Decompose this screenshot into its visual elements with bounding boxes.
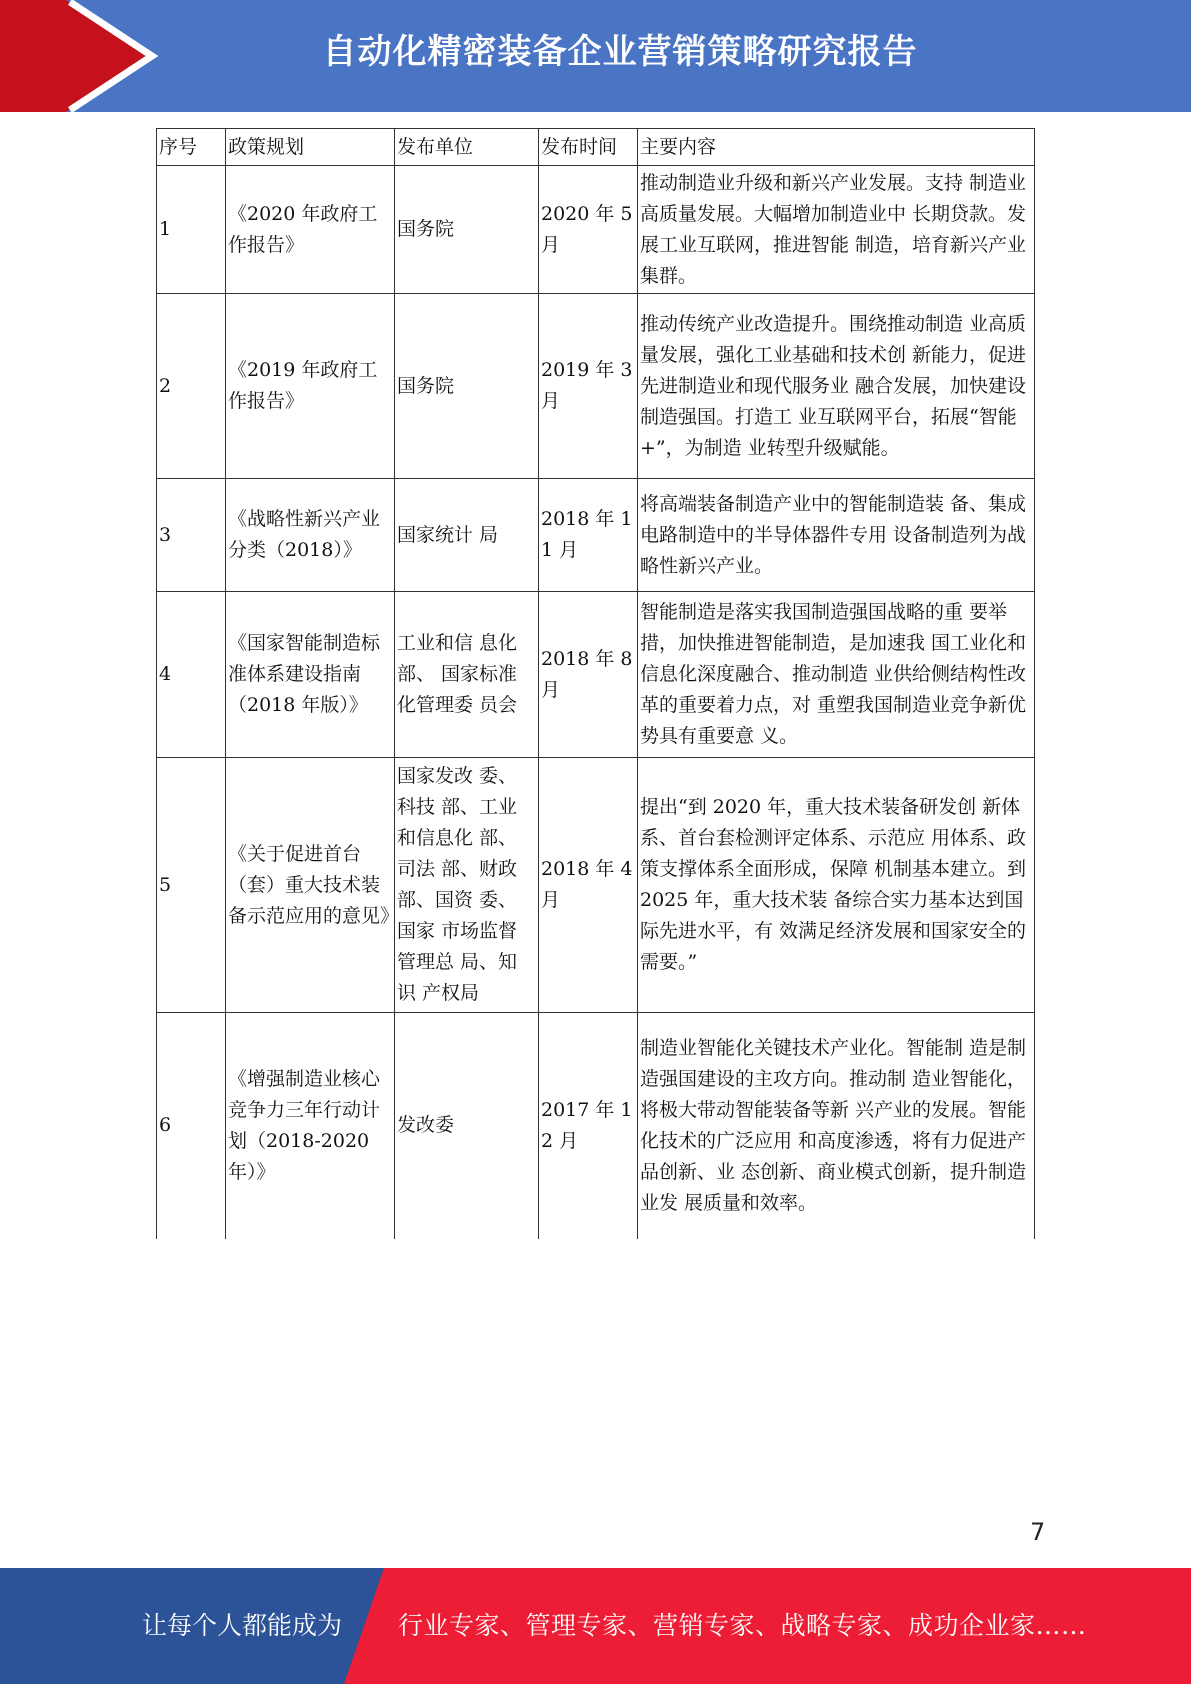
- row-issuer: 发改委: [395, 1013, 539, 1239]
- row-date: 2020 年 5 月: [539, 166, 638, 294]
- row-issuer: 国家发改 委、科技 部、工业和信息化 部、司法 部、财政部、国资 委、国家 市场监督管理总 局、知识 产权局: [395, 758, 539, 1013]
- header-index: 序号: [157, 129, 226, 166]
- page-header: [0, 0, 1191, 112]
- page-number: 7: [1030, 1518, 1046, 1546]
- row-policy: 《战略性新兴产业分类（2018）》: [226, 479, 395, 592]
- row-date: 2018 年 4 月: [539, 758, 638, 1013]
- row-policy: 《增强制造业核心竞争力三年行动计划（2018-2020 年）》: [226, 1013, 395, 1239]
- table-header-row: [157, 129, 1035, 166]
- row-issuer: 国务院: [395, 294, 539, 479]
- header-policy: 政策规划: [226, 129, 395, 166]
- row-policy: 《国家智能制造标准体系建设指南（2018 年版）》: [226, 592, 395, 758]
- row-date: 2017 年 12 月: [539, 1013, 638, 1239]
- policy-table: [156, 128, 1035, 1239]
- row-issuer: 国家统计 局: [395, 479, 539, 592]
- footer-slogan-right: 行业专家、管理专家、营销专家、战略专家、成功企业家……: [398, 1611, 1087, 1640]
- row-date: 2018 年 8 月: [539, 592, 638, 758]
- row-date: 2019 年 3 月: [539, 294, 638, 479]
- row-index: 3: [157, 479, 226, 592]
- table-row: [157, 294, 1035, 479]
- row-index: 1: [157, 166, 226, 294]
- header-issuer: 发布单位: [395, 129, 539, 166]
- header-date: 发布时间: [539, 129, 638, 166]
- report-title: 自动化精密装备企业营销策略研究报告: [322, 32, 918, 72]
- row-content: 推动制造业升级和新兴产业发展。支持 制造业高质量发展。大幅增加制造业中 长期贷款。发展工业互联网，推进智能 制造，培育新兴产业集群。: [638, 166, 1035, 294]
- row-date: 2018 年 11 月: [539, 479, 638, 592]
- footer-slogan-left: 让每个人都能成为: [142, 1611, 343, 1640]
- table-row: [157, 758, 1035, 1013]
- row-content: 将高端装备制造产业中的智能制造装 备、集成电路制造中的半导体器件专用 设备制造列为战略性新兴产业。: [638, 479, 1035, 592]
- table-row: [157, 592, 1035, 758]
- row-index: 2: [157, 294, 226, 479]
- row-policy: 《2020 年政府工作报告》: [226, 166, 395, 294]
- row-index: 6: [157, 1013, 226, 1239]
- row-issuer: 国务院: [395, 166, 539, 294]
- header-content: 主要内容: [638, 129, 1035, 166]
- table-row: [157, 166, 1035, 294]
- row-policy: 《2019 年政府工作报告》: [226, 294, 395, 479]
- row-content: 提出“到 2020 年，重大技术装备研发创 新体系、首台套检测评定体系、示范应 用体系、政策支撑体系全面形成，保障 机制基本建立。到 2025 年，重大技术装 备综合实力基本达到国际先进水平，有 效满足经济发展和国家安全的需要。”: [638, 758, 1035, 1013]
- page-footer: [0, 1568, 1191, 1684]
- row-issuer: 工业和信 息化部、 国家标准化管理委 员会: [395, 592, 539, 758]
- row-content: 推动传统产业改造提升。围绕推动制造 业高质量发展，强化工业基础和技术创 新能力，促进先进制造业和现代服务业 融合发展，加快建设制造强国。打造工 业互联网平台，拓展“智能+”，为制造 业转型升级赋能。: [638, 294, 1035, 479]
- row-content: 制造业智能化关键技术产业化。智能制 造是制造强国建设的主攻方向。推动制 造业智能化，将极大带动智能装备等新 兴产业的发展。智能化技术的广泛应用 和高度渗透，将有力促进产品创新、业 态创新、商业模式创新，提升制造业发 展质量和效率。: [638, 1013, 1035, 1239]
- row-index: 4: [157, 592, 226, 758]
- row-content: 智能制造是落实我国制造强国战略的重 要举措，加快推进智能制造，是加速我 国工业化和信息化深度融合、推动制造 业供给侧结构性改革的重要着力点，对 重塑我国制造业竞争新优势具有重要意 义。: [638, 592, 1035, 758]
- table-row: [157, 479, 1035, 592]
- header-chevron-graphic: [0, 0, 160, 112]
- row-index: 5: [157, 758, 226, 1013]
- table-row: [157, 1013, 1035, 1239]
- row-policy: 《关于促进首台（套）重大技术装备示范应用的意见》: [226, 758, 395, 1013]
